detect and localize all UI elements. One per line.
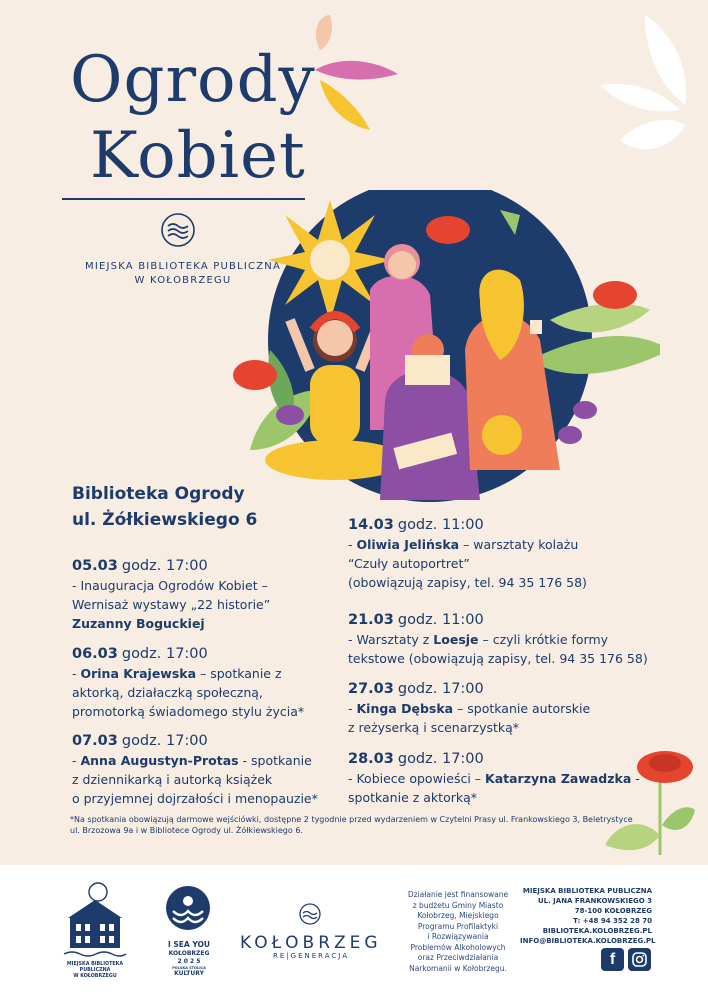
flower-decoration <box>600 745 700 865</box>
funding-note <box>400 890 516 974</box>
event-line: o przyjemnej dojrzałości i menopauzie* <box>72 791 318 806</box>
event-0703 <box>72 731 318 808</box>
isea-you-subtitle <box>160 950 218 978</box>
event-line: “Czuły autoportret” <box>348 556 470 571</box>
funding-line: Problemów Alkoholowych <box>410 942 506 952</box>
event-time: godz. 11:00 <box>397 517 484 533</box>
event-0503 <box>72 556 270 633</box>
footer-library-name-line: W KOŁOBRZEGU <box>73 974 117 979</box>
event-date: 28.03 <box>348 751 394 767</box>
title-line-2: Kobiet <box>90 119 306 193</box>
event-date: 14.03 <box>348 517 394 533</box>
event-line-post: - spotkanie <box>238 753 312 768</box>
event-line: spotkanie z aktorką* <box>348 790 478 805</box>
event-2103 <box>348 610 648 668</box>
facebook-icon[interactable]: f <box>601 948 624 971</box>
isea-you-subtitle-line: KULTURY <box>174 970 204 977</box>
event-line: z reżyserką i scenarzystką* <box>348 720 520 735</box>
funding-line: Programu Profilaktyki <box>417 921 499 931</box>
event-line-post: – warsztaty kolażu <box>459 537 579 552</box>
event-person: Kinga Dębska <box>356 701 454 716</box>
funding-line: Narkomanii w Kołobrzegu. <box>409 963 507 973</box>
contact-line: MIEJSKA BIBLIOTEKA PUBLICZNA <box>522 887 652 895</box>
event-line: tekstowe (obowiązują zapisy, tel. 94 35 176 58) <box>348 651 648 666</box>
isea-you-logo-icon <box>165 885 211 931</box>
event-line: z dziennikarką i autorką książek <box>72 772 273 787</box>
event-line-pre: - <box>72 666 81 681</box>
funding-line: Działanie jest finansowane <box>407 890 509 899</box>
event-line-post: – czyli krótkie formy <box>478 632 609 647</box>
event-line-post: - <box>631 771 640 786</box>
event-person: Oliwia Jelińska <box>356 537 460 552</box>
event-date: 27.03 <box>348 681 394 697</box>
event-1403 <box>348 515 587 592</box>
email-link[interactable]: INFO@BIBLIOTEKA.KOLOBRZEG.PL <box>520 937 656 945</box>
isea-you-subtitle-line: POLSKA STOLICA <box>172 966 206 970</box>
website-link[interactable]: BIBLIOTEKA.KOLOBRZEG.PL <box>542 927 652 935</box>
event-time: godz. 17:00 <box>397 751 484 767</box>
kolobrzeg-tagline: RE|GENERACJA <box>273 952 350 960</box>
event-line: (obowiązują zapisy, tel. 94 35 176 58) <box>348 575 587 590</box>
event-time: godz. 11:00 <box>397 612 484 628</box>
event-time: godz. 17:00 <box>121 646 208 662</box>
venue-address: ul. Żółkiewskiego 6 <box>72 510 258 530</box>
isea-you-subtitle-line: KOŁOBRZEG <box>168 950 210 957</box>
contact-line: T: +48 94 352 28 70 <box>573 917 652 925</box>
event-person: Loesje <box>433 632 479 647</box>
footer-library-name <box>58 962 132 980</box>
event-line-pre: - <box>348 537 357 552</box>
instagram-icon[interactable] <box>628 948 651 971</box>
funding-line: Kołobrzeg, Miejskiego <box>417 911 499 920</box>
footnote-line-2: ul. Brzozowa 9a i w Bibliotece Ogrody ul. Żółkiewskiego 6. <box>70 826 303 835</box>
library-building-logo-icon <box>62 878 128 962</box>
event-line: aktorką, działaczką społeczną, <box>72 685 263 700</box>
contact-line: 78-100 KOŁOBRZEG <box>574 907 652 915</box>
event-date: 07.03 <box>72 733 118 749</box>
event-date: 05.03 <box>72 558 118 574</box>
footnote <box>70 814 640 836</box>
event-line-pre: - Kobiece opowieści – <box>348 771 486 786</box>
contact-info <box>520 886 656 946</box>
event-line: Wernisaż wystawy „22 historie” <box>72 597 271 612</box>
event-line-pre: - <box>72 753 81 768</box>
library-logo-icon <box>160 212 196 248</box>
library-name-line-1: MIEJSKA BIBLIOTEKA PUBLICZNA <box>85 261 281 272</box>
funding-line: oraz Przeciwdziałania <box>417 953 499 962</box>
event-2803 <box>348 749 640 807</box>
event-person: Orina Krajewska <box>80 666 197 681</box>
event-date: 06.03 <box>72 646 118 662</box>
isea-you-subtitle-line: 2 0 2 5 <box>177 958 201 965</box>
kolobrzeg-logo-icon <box>299 903 321 925</box>
event-0603 <box>72 644 304 721</box>
decorative-leaves <box>300 10 700 180</box>
event-person: Anna Augustyn-Protas <box>80 753 239 768</box>
event-line-pre: - Warsztaty z <box>348 632 434 647</box>
footer-library-name-line: MIEJSKA BIBLIOTEKA PUBLICZNA <box>66 962 124 973</box>
event-date: 21.03 <box>348 612 394 628</box>
event-time: godz. 17:00 <box>121 558 208 574</box>
footnote-line-1: *Na spotkania obowiązują darmowe wejściówki, dostępne 2 tygodnie przed wydarzeniem w Czytelni Prasy ul. Frankowskiego 3, Beletrystyce <box>70 815 633 824</box>
title-line-1: Ogrody <box>70 43 316 117</box>
library-name-line-2: W KOŁOBRZEGU <box>134 275 232 286</box>
event-time: godz. 17:00 <box>121 733 208 749</box>
kolobrzeg-wordmark: KOŁOBRZEG <box>240 933 382 953</box>
event-line: promotorką świadomego stylu życia* <box>72 704 305 719</box>
venue-name: Biblioteka Ogrody <box>72 484 245 504</box>
event-2703 <box>348 679 590 737</box>
event-line-bold: Zuzanny Boguckiej <box>72 616 205 631</box>
women-illustration <box>230 190 660 510</box>
event-line-post: – spotkanie z <box>196 666 282 681</box>
event-person: Katarzyna Zawadzka <box>485 771 632 786</box>
funding-line: i Rozwiązywania <box>427 932 489 941</box>
event-line-post: – spotkanie autorskie <box>453 701 591 716</box>
funding-line: z budżetu Gminy Miasto <box>412 900 504 910</box>
isea-you-title: I SEA YOU <box>168 940 210 949</box>
event-line: - Inauguracja Ogrodów Kobiet – <box>72 578 268 593</box>
event-line-pre: - <box>348 701 357 716</box>
contact-line: UL. JANA FRANKOWSKIEGO 3 <box>537 897 652 905</box>
event-time: godz. 17:00 <box>397 681 484 697</box>
